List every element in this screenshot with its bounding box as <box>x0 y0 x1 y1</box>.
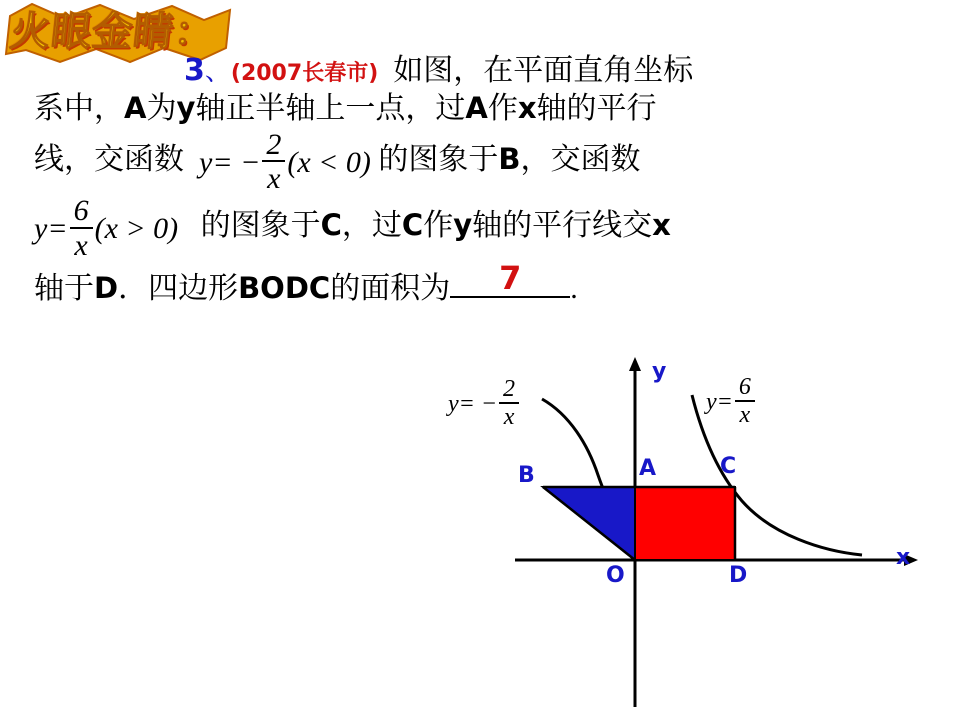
q5d: BODC <box>238 270 331 305</box>
formula1-fraction <box>262 129 285 196</box>
q3d: ，交函数 <box>520 142 641 176</box>
q4d: C <box>401 208 424 243</box>
question-source-city: 长春市 <box>302 61 369 86</box>
point-label-B: B <box>518 463 535 488</box>
question-line-2 <box>34 90 934 128</box>
question-source: (2007 <box>230 61 303 86</box>
formula-inline-1 <box>199 129 371 196</box>
formula2-fraction <box>70 195 93 262</box>
q5f: . <box>570 271 578 305</box>
formula1-cond: (x < 0) <box>287 145 371 179</box>
q4c: ，过 <box>341 209 402 243</box>
fig-f2-fraction <box>735 375 755 429</box>
q2c: 为 <box>146 92 177 126</box>
q5e: 的面积为 <box>330 271 451 305</box>
formula1-eq: = − <box>212 145 261 179</box>
point-label-A: A <box>639 456 657 481</box>
q2g: 作 <box>487 92 518 126</box>
fig-f2-y: y <box>706 389 717 415</box>
formula2-cond: (x > 0) <box>94 212 179 246</box>
formula1-den: x <box>267 162 281 196</box>
question-number: 3 <box>184 53 205 88</box>
question-block <box>34 52 934 308</box>
question-source-end: ) <box>368 61 379 86</box>
question-line-1 <box>34 52 934 90</box>
y-axis-label: y <box>652 359 667 384</box>
q4e: 作 <box>423 209 454 243</box>
answer-blank <box>450 258 570 298</box>
fig-f2-den: x <box>739 402 751 429</box>
q5c: ．四边形 <box>118 271 239 305</box>
point-label-O: O <box>606 563 625 588</box>
question-number-punct: 、 <box>204 57 231 86</box>
q4b: C <box>320 208 342 243</box>
fig-f2-eq: = <box>716 389 733 415</box>
q3a: 线，交函数 <box>34 142 184 176</box>
question-line-4 <box>34 195 934 262</box>
banner-text: 火眼金睛： <box>7 9 218 55</box>
q4g: 轴的平行线交 <box>472 209 653 243</box>
q2e: 轴正半轴上一点，过 <box>195 92 466 126</box>
curve-right-formula <box>706 375 757 429</box>
fig-f1-num: 2 <box>499 377 519 404</box>
question-line-5 <box>34 258 934 308</box>
q3b: 的图象于 <box>378 142 499 176</box>
formula2-den: x <box>74 228 88 262</box>
answer-value: 7 <box>499 258 522 297</box>
formula2-y: y <box>34 212 48 246</box>
fig-f1-den: x <box>503 404 515 431</box>
formula2-num: 6 <box>70 195 93 229</box>
x-axis-label: x <box>896 545 911 570</box>
formula2-eq: = <box>47 212 68 246</box>
fig-f1-eq: = − <box>458 391 498 417</box>
coordinate-figure <box>430 355 950 715</box>
q2f: A <box>465 91 488 126</box>
question-line-3 <box>34 129 934 196</box>
q5a: 轴于 <box>34 271 94 305</box>
fig-f1-fraction <box>499 377 519 431</box>
q2b: A <box>124 91 147 126</box>
q4f: y <box>453 208 473 243</box>
q2i: 轴的平行 <box>536 92 657 126</box>
q2d: y <box>176 91 196 126</box>
q2a: 系中， <box>34 92 124 126</box>
formula1-num: 2 <box>262 129 285 163</box>
q4a: 的图象于 <box>200 209 321 243</box>
point-label-C: C <box>720 454 737 479</box>
question-line1-rest: 如图，在平面直角坐标 <box>393 54 694 87</box>
q5b: D <box>94 270 119 305</box>
point-label-D: D <box>729 563 748 588</box>
formula-inline-2 <box>34 195 178 262</box>
y-axis-arrow <box>629 357 641 371</box>
q3c: B <box>498 141 521 176</box>
rectangle-ACDO <box>635 487 735 560</box>
formula1-y: y <box>199 145 213 179</box>
curve-left-formula <box>448 377 521 431</box>
q2h: x <box>517 91 537 126</box>
fig-f2-num: 6 <box>735 375 755 402</box>
fig-f1-y: y <box>448 391 459 417</box>
q4h: x <box>652 208 671 243</box>
